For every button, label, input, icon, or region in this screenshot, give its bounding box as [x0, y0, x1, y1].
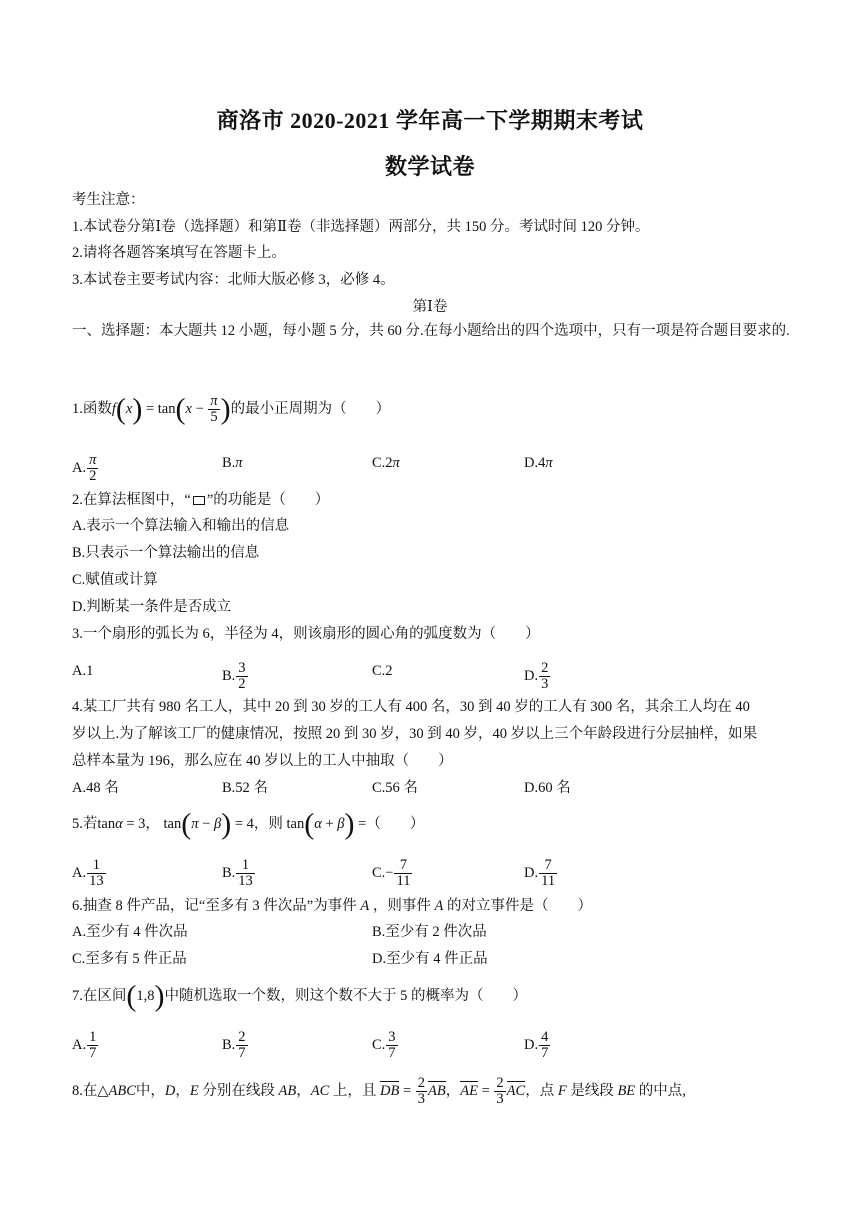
q5-option-b: B. $\frac{1}{13}$	[222, 857, 253, 889]
volume-label: 第Ⅰ卷	[412, 299, 448, 315]
q5-option-a: A. $\frac{1}{13}$	[72, 857, 104, 889]
q6-option-d: D.至少有 4 件正品	[372, 951, 488, 967]
q5-option-d: D. $\frac{7}{11}$	[524, 857, 556, 889]
q2-option-c: C.赋值或计算	[72, 572, 158, 588]
q4-option-b: B.52 名	[222, 780, 268, 796]
q6-option-b: B.至少有 2 件次品	[372, 924, 487, 940]
question-4-line: 岁以上.为了解该工厂的健康情况，按照 20 到 30 岁，30 到 40 岁，40 岁以上三个年龄段进行分层抽样，如果	[72, 726, 758, 742]
q7-option-b: B. $\frac{2}{7}$	[222, 1029, 246, 1061]
q1-option-b: B.π	[222, 455, 243, 471]
q3-option-d: D. $\frac{2}{3}$	[524, 660, 549, 692]
q2-option-a: A.表示一个算法输入和输出的信息	[72, 518, 290, 534]
question-2: 2.在算法框图中，“ ”的功能是（ ）	[72, 492, 330, 508]
q6-option-a: A.至少有 4 件次品	[72, 924, 188, 940]
q1-option-d: D.4π	[524, 455, 553, 471]
question-1	[72, 394, 390, 425]
section-instruction: 一、选择题：本大题共 12 小题，每小题 5 分，共 60 分.在每小题给出的四个选项中，只有一项是符合题目要求的.	[72, 323, 790, 339]
notice-item: 2.请将各题答案填写在答题卡上。	[72, 245, 286, 261]
q3-option-b: B. $\frac{3}{2}$	[222, 660, 246, 692]
question-7: 7.在区间(1,8)中随机选取一个数，则这个数不大于 5 的概率为（ ）	[72, 979, 527, 1013]
q2-option-d: D.判断某一条件是否成立	[72, 599, 232, 615]
q5-formula: tanα = 3， tan(π − β) = 4，则 tan(α + β) =	[97, 807, 367, 841]
q1-suffix: 的最小正周期为（ ）	[230, 400, 391, 417]
q6-option-c: C.至多有 5 件正品	[72, 951, 187, 967]
q4-option-d: D.60 名	[524, 780, 571, 796]
notice-item: 1.本试卷分第Ⅰ卷（选择题）和第Ⅱ卷（非选择题）两部分，共 150 分。考试时间 120 分钟。	[72, 219, 650, 235]
q2-option-b: B.只表示一个算法输出的信息	[72, 545, 260, 561]
q4-option-a: A.48 名	[72, 780, 119, 796]
question-3: 3.一个扇形的弧长为 6，半径为 4，则该扇形的圆心角的弧度数为（ ）	[72, 626, 540, 642]
q4-option-c: C.56 名	[372, 780, 418, 796]
q1-option-a: A. $\frac{\pi}{2}$	[72, 452, 97, 484]
q7-interval: (1,8)	[126, 979, 165, 1013]
q5-option-c: C.− $\frac{7}{11}$	[372, 857, 411, 889]
q1-prefix: 1.函数	[72, 400, 112, 417]
exam-subtitle: 数学试卷	[384, 154, 475, 179]
q7-option-a: A. $\frac{1}{7}$	[72, 1029, 97, 1061]
q7-option-c: C. $\frac{3}{7}$	[372, 1029, 396, 1061]
exam-title: 商洛市 2020-2021 学年高一下学期期末考试	[216, 108, 644, 133]
question-4-line: 4.某工厂共有 980 名工人，其中 20 到 30 岁的工人有 400 名，30 到 40 岁的工人有 300 名，其余工人均在 40	[72, 699, 750, 715]
question-4-line: 总样本量为 196，那么应在 40 岁以上的工人中抽取（ ）	[72, 753, 453, 769]
question-8: 8.在△ABC中，D，E 分别在线段 AB，AC 上，且 DB = $\frac{2}{3}$ AB，AE = $\frac{2}{3}$ AC，点 F 是线段 BE 的中点,	[72, 1075, 686, 1107]
q7-option-d: D. $\frac{4}{7}$	[524, 1029, 549, 1061]
notice-item: 3.本试卷主要考试内容：北师大版必修 3，必修 4。	[72, 272, 395, 288]
question-6: 6.抽查 8 件产品，记“至多有 3 件次品”为事件 A ，则事件 A 的对立事件是（ ）	[72, 898, 592, 914]
process-box-icon	[193, 496, 205, 505]
q3-option-c: C.2	[372, 663, 393, 679]
question-5: 5.若tanα = 3， tan(π − β) = 4，则 tan(α + β) =（ ）	[72, 807, 425, 841]
notice-heading: 考生注意：	[72, 192, 145, 208]
q3-option-a: A.1	[72, 663, 94, 679]
q1-formula: f(x) = tan(x − $\frac{\pi}{5}$ )	[111, 392, 231, 426]
q1-option-c: C.2π	[372, 455, 400, 471]
